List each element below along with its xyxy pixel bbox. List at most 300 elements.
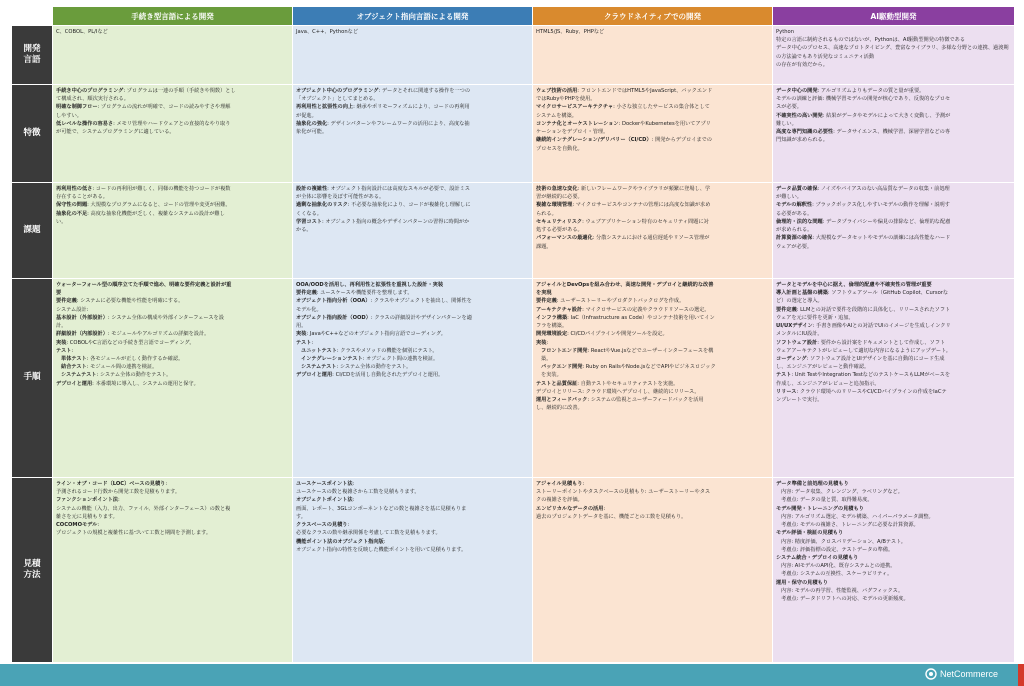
- cell-line: [536, 103, 769, 111]
- cell-line: [56, 210, 289, 218]
- cell-line-text: : 継承やポリモーフィズムにより、コードの再利用: [353, 104, 470, 111]
- cell-language-object-oriented: [293, 26, 532, 84]
- cell-line-bold: システムテスト: [301, 364, 337, 371]
- cell-line-bold: 低レベルな操作の容易さ: [56, 120, 114, 127]
- cell-line-text: : ソフトウェア設計とUIデザインを基に自動的にコード生成: [806, 355, 945, 362]
- cell-line-text: : JavaやC++などのオブジェクト指向言語でコーディング。: [306, 331, 446, 338]
- cell-line-text: Java、C++、Pythonなど: [296, 29, 359, 35]
- cell-line: [776, 330, 1011, 338]
- cell-line-text: : Unit TestやIntegration TestなどのテストケースもLLMがベースを: [791, 372, 951, 379]
- cell-line: [776, 529, 1011, 537]
- cell-line-bold: 要件定義: [296, 290, 317, 297]
- cell-features-object-oriented: [293, 85, 532, 182]
- cell-line-text: : IaC（Infrastructure as Code）やコンテナ技術を用いてイン: [567, 314, 715, 321]
- cell-line: [776, 314, 1011, 322]
- cell-line: [536, 380, 769, 388]
- cell-line: [296, 281, 529, 289]
- cell-line-text: の存在が有効だから。: [776, 61, 828, 68]
- cell-line: [296, 28, 529, 36]
- cell-line: [296, 339, 529, 347]
- cell-line: [536, 322, 769, 330]
- cell-line-text: が求められる。: [776, 227, 813, 234]
- cell-procedure-ai-driven: [773, 279, 1014, 477]
- cell-line: [296, 306, 529, 314]
- cell-line-bold: パフォーマンスの最適化: [536, 235, 593, 242]
- cell-line: [296, 513, 529, 521]
- cell-line-text: : システム全体の動作をテスト。: [336, 364, 412, 371]
- cell-line-text: 処する必要がある。: [536, 227, 583, 234]
- cell-line: [776, 538, 1011, 546]
- row-header-features: 特徴: [12, 85, 52, 182]
- cell-line: [296, 193, 529, 201]
- cell-line-bold: データとモデルを中心に据え、倫理的配慮や不確実性の管理が重要: [776, 282, 932, 288]
- cell-line-text: 特定の言語に制約されるものではないが、Pythonは、AI駆動型開発の特徴である: [776, 37, 966, 44]
- cell-line-text: す。: [296, 513, 306, 520]
- cell-line: [536, 185, 769, 193]
- cell-line: [296, 103, 529, 111]
- cell-line-bold: デプロイと運用: [296, 372, 333, 379]
- cell-line-text: :: [383, 538, 386, 545]
- cell-line: [536, 347, 769, 355]
- cell-line-text: ウェアが必要。: [776, 243, 813, 250]
- cell-line-text: : システム全体の動作をテスト。: [96, 372, 172, 379]
- cell-line-text: 考慮点: データの量と質、取得難易度。: [781, 497, 873, 504]
- cell-line: [536, 128, 769, 136]
- cell-line-text: 象化が可能。: [296, 129, 328, 136]
- cell-line-text: : システムに必要な機能や性能を明確にする。: [76, 298, 184, 305]
- cell-line-text: : COBOLやC言語などの手続き型言語でコーディング。: [66, 339, 195, 346]
- logo-text: NetCommerce: [939, 669, 998, 679]
- cell-line: [536, 281, 769, 289]
- comparison-table: [12, 7, 1010, 657]
- cell-line: [296, 488, 529, 496]
- cell-line-bold: 学習コスト: [296, 218, 322, 225]
- cell-line-bold: 実装: [296, 331, 307, 338]
- cell-line-text: 考慮点: データドリフトへの対応、モデルの更新頻度。: [781, 596, 909, 603]
- cell-line-bold: 明確な制御フロー: [56, 104, 98, 111]
- cell-language-ai-driven: [773, 26, 1014, 84]
- cell-line-bold: リリース: [776, 388, 797, 395]
- cell-line: [776, 363, 1011, 371]
- cell-line: [56, 218, 289, 226]
- cell-line-text: 考慮点: システムの互換性、スケーラビリティ。: [781, 571, 893, 578]
- cell-line: [776, 505, 1011, 513]
- cell-line-bold: クラスベースの見積り: [296, 522, 348, 529]
- cell-line-text: :: [117, 497, 120, 504]
- cell-line-text: 過去のプロジェクトデータを基に、機能ごとの工数を見積もり。: [536, 513, 687, 520]
- cell-line: [776, 562, 1011, 570]
- cell-line-text: : 結果がデータやモデルによって大きく変動し、予測が: [822, 112, 951, 119]
- cell-line: [536, 297, 769, 305]
- cell-line: [536, 226, 769, 234]
- cell-line-bold: ユースケースポイント法: [296, 481, 353, 487]
- cell-line-text: し、継続的に改善。: [536, 405, 583, 412]
- cell-line-text: る必要がある。: [776, 210, 813, 217]
- cell-line: [56, 289, 289, 297]
- cell-line: [56, 306, 289, 314]
- cell-line-bold: 開発環境設定: [536, 331, 568, 338]
- cell-line: [776, 226, 1011, 234]
- cell-line: [536, 210, 769, 218]
- cell-line: [536, 87, 769, 95]
- cell-issues-ai-driven: [773, 183, 1014, 278]
- cell-line: [536, 306, 769, 314]
- cell-line: [776, 347, 1011, 355]
- cell-line: [56, 380, 289, 388]
- cell-line-text: :: [97, 522, 100, 529]
- cell-line-text: Python: [776, 29, 794, 35]
- cell-line: [296, 201, 529, 209]
- cell-line: [56, 529, 289, 537]
- cell-line: [56, 347, 289, 355]
- cell-language-cloud-native: [533, 26, 772, 84]
- cell-line-text: : フロントエンドではHTML5やJavaScript、バックエンド: [577, 88, 713, 94]
- cell-line-text: が促進。: [296, 112, 317, 119]
- cell-line: [296, 128, 529, 136]
- cell-line-text: : ユースケースや機能要件を整理します。: [316, 290, 413, 297]
- column-header-cloud-native: クラウドネイティブでの開発: [533, 7, 772, 25]
- cell-line-text: プロジェクトの規模と複雑性に基づいて工数と期間を予測します。: [56, 530, 212, 537]
- cell-line-bold: ウォーターフォール型の順序立てた手順で進め、明確な要件定義と設計が重: [56, 282, 232, 288]
- cell-line-bold: 抽象化の強化: [296, 120, 328, 127]
- cell-line-text: : LLMとの対話で要件を段階的に具体化し、リリースされたソフト: [796, 306, 951, 313]
- cell-line-bold: アーキテクチャ設計: [536, 306, 583, 313]
- cell-line-bold: ファンクションポイント法: [56, 497, 118, 504]
- cell-line-text: : 分散システムにおける通信遅延やリソース管理が: [592, 235, 710, 242]
- cell-estimation-procedural: [53, 478, 292, 662]
- cell-line-bold: 実装: [56, 339, 67, 346]
- cell-line-text: : プログラムの流れが明確で、コードの読みやすさや理解: [97, 104, 231, 111]
- cell-line: [296, 529, 529, 537]
- cell-estimation-cloud-native: [533, 478, 772, 662]
- cell-line: [776, 380, 1011, 388]
- cell-line-bold: デプロイと運用: [56, 380, 93, 387]
- cell-line: [536, 388, 769, 396]
- cell-line-bold: インテグレーションテスト: [301, 355, 363, 362]
- cell-line: [56, 371, 289, 379]
- cell-line-bold: 要件定義: [776, 306, 797, 313]
- cell-line-bold: ウェブ技術の活用: [536, 88, 578, 94]
- cell-issues-procedural: [53, 183, 292, 278]
- cell-line-bold: ライン・オブ・コード（LOC）ベースの見積り: [56, 481, 166, 487]
- cell-line-bold: フロントエンド開発: [541, 347, 588, 354]
- cell-line-text: : データプライバシーや偏見の排除など、倫理的な配慮: [822, 218, 951, 225]
- cell-language-procedural: [53, 26, 292, 84]
- cell-line-text: : メモリ管理やハードウェアとの直接的なやり取り: [113, 120, 231, 127]
- cell-procedure-object-oriented: [293, 279, 532, 477]
- cell-line: [296, 120, 529, 128]
- cell-line: [56, 185, 289, 193]
- cell-line: [296, 322, 529, 330]
- cell-line: [56, 363, 289, 371]
- cell-line-text: : クラスやメソッドの機能を個別にテスト。: [336, 347, 438, 354]
- cell-line-text: : ユーザーストーリーやプロダクトバックログを作成。: [556, 298, 685, 305]
- cell-line-bold: マイクロサービスアーキテクチャ: [536, 104, 614, 111]
- cell-line: [536, 513, 769, 521]
- row-header-estimation: 見積 方法: [12, 478, 52, 662]
- cell-line: [776, 570, 1011, 578]
- cell-line-text: : 各モジュールが正しく動作するか確認。: [86, 355, 184, 362]
- cell-line-text: スが必要。: [776, 104, 802, 111]
- cell-line-text: ウェアを元に要件を更新・追加。: [776, 314, 854, 321]
- cell-line-bold: を実現: [536, 290, 552, 297]
- cell-line: [56, 521, 289, 529]
- cell-line-text: : データサイエンス、機械学習、深層学習などの専: [833, 129, 951, 136]
- cell-line-bold: コンテナ化とオーケストレーション: [536, 120, 619, 127]
- cell-line-text: ウェアアーキテクトがレビューして適切な内容になるようにアップデート。: [776, 347, 951, 354]
- cell-features-cloud-native: [533, 85, 772, 182]
- cell-line-text: ストーリーポイントやタスクベースの見積もり: ユーザーストーリーやタス: [536, 489, 711, 496]
- cell-issues-cloud-native: [533, 183, 772, 278]
- cell-line-text: : 要件から設計案をドキュメントとして作成し、ソフト: [817, 339, 946, 346]
- cell-line-bold: セキュリティリスク: [536, 218, 583, 225]
- cell-line-bold: 実装: [536, 339, 547, 346]
- cell-line: [536, 505, 769, 513]
- cell-line: [536, 95, 769, 103]
- cell-line-bold: 詳細設計（内部設計）: [56, 331, 108, 338]
- cell-line-text: ではRubyやPHPを使用。: [536, 96, 596, 103]
- cell-line-bold: データ品質の確保: [776, 186, 818, 192]
- cell-line-text: ケーションをデプロイ・管理。: [536, 129, 609, 136]
- cell-line: [776, 595, 1011, 603]
- cell-line-bold: 計算資源の確保: [776, 235, 813, 242]
- cell-line-text: 画面、レポート、3GLコンポーネントなどの数と複雑さを基に見積もりま: [296, 505, 467, 512]
- cell-line-text: : 新しいフレームワークやライブラリが頻繁に登場し、学: [577, 186, 711, 192]
- cell-line-text: 難しい。: [776, 120, 797, 127]
- cell-line-bold: オブジェクト指向設計（OOD）: [296, 314, 371, 321]
- cell-line-bold: バックエンド開発: [541, 364, 583, 371]
- cell-line-bold: 運用・保守の見積もり: [776, 579, 828, 586]
- cell-line-bold: テスト: [296, 339, 312, 346]
- cell-line-bold: 設計の複雑性: [296, 186, 328, 192]
- cell-line-text: 考慮点: 評価指標の設定、テストデータの準備。: [781, 546, 894, 553]
- cell-line-bold: 再利用性の低さ: [56, 186, 93, 192]
- cell-line: [776, 496, 1011, 504]
- cell-line-bold: 保守性の問題: [56, 202, 88, 209]
- cell-line: [776, 136, 1011, 144]
- cell-line: [296, 112, 529, 120]
- cell-line: [776, 128, 1011, 136]
- cell-line: [296, 546, 529, 554]
- cell-line-text: : モジュール間の連携を検証。: [86, 364, 158, 371]
- netcommerce-logo-icon: [925, 668, 937, 680]
- cell-line-text: : クラスの詳細設計やデザインパターンを適: [370, 314, 472, 321]
- cell-line: [776, 289, 1011, 297]
- cell-line: [56, 103, 289, 111]
- cell-line-text: : 大規模なプログラムになると、コードの管理や変更が困難。: [87, 202, 231, 209]
- cell-line-text: 習が継続的に必要。: [536, 194, 583, 201]
- cell-estimation-object-oriented: [293, 478, 532, 662]
- cell-line: [296, 371, 529, 379]
- cell-line-text: :: [603, 505, 606, 512]
- cell-line-text: :: [311, 339, 314, 346]
- cell-line: [56, 128, 289, 136]
- cell-line: [776, 579, 1011, 587]
- cell-line: [296, 505, 529, 513]
- cell-line-bold: 複雑な環境管理: [536, 202, 573, 209]
- cell-line-text: : オブジェクト指向の概念やデザインパターンの習得に時間がか: [321, 218, 470, 225]
- cell-line: [536, 371, 769, 379]
- cell-line: [776, 87, 1011, 95]
- cell-line-text: : クラウド環境へのリリースやCI/CDパイプラインの作成をIaCテ: [796, 388, 947, 395]
- cell-line-text: 必要なクラスの数や継承関係を考慮して工数を見積もります。: [296, 530, 441, 537]
- cell-line: [776, 243, 1011, 251]
- cell-issues-object-oriented: [293, 183, 532, 278]
- cell-line-bold: 要件定義: [536, 298, 557, 305]
- cell-line: [56, 488, 289, 496]
- cell-line: [296, 496, 529, 504]
- cell-line: [56, 281, 289, 289]
- cell-line: [776, 61, 1011, 69]
- cell-line-text: ンプレートで実行。: [776, 397, 823, 404]
- cell-line: [776, 339, 1011, 347]
- cell-line-bold: システム統合・デプロイの見積もり: [776, 554, 859, 561]
- cell-line: [56, 322, 289, 330]
- cell-line: [776, 587, 1011, 595]
- cell-line: [776, 554, 1011, 562]
- cell-line: [536, 496, 769, 504]
- cell-line-text: HTML5/JS、Ruby、PHPなど: [536, 29, 605, 35]
- cell-line: [296, 347, 529, 355]
- cell-line-bold: 運用とフィードバック: [536, 397, 588, 404]
- cell-line-bold: テスト: [776, 372, 792, 379]
- cell-line: [56, 193, 289, 201]
- cell-line: [56, 297, 289, 305]
- cell-line-text: デプロイとリリース: クラウド環境へデプロイし、継続的にリリース。: [536, 388, 700, 395]
- cell-line-text: 作成し、エンジニアがレビューと追加指示。: [776, 380, 880, 387]
- cell-line: [776, 95, 1011, 103]
- cell-line-text: 予測されるコード行数から開発工数を見積もります。: [56, 489, 181, 496]
- cell-line-text: : デザインパターンやフレームワークの活用により、高度な抽: [327, 120, 470, 127]
- cell-procedure-procedural: [53, 279, 292, 477]
- cell-line-bold: 倫理的・法的な問題: [776, 218, 823, 225]
- cell-line-bold: 導入計画と基盤の構築: [776, 290, 828, 297]
- cell-line-text: が全体に影響を及ぼす可能性がある。: [296, 194, 385, 201]
- cell-line: [56, 314, 289, 322]
- cell-line-text: : 自動テストやセキュリティテストを実施。: [577, 380, 679, 387]
- cell-line-text: :: [546, 339, 549, 346]
- cell-line-text: ユースケースの数と複雑さから工数を見積もります。: [296, 489, 420, 496]
- cell-line-text: データ中心のプロセス、高速なプロトタイピング、豊富なライブラリ、多様な分野との連携、過渡期の方法論でもあり活発なコミュニティ活動: [776, 45, 1009, 60]
- cell-line: [536, 120, 769, 128]
- cell-line-bold: オブジェクト指向分析（OOA）: [296, 298, 371, 305]
- cell-line-text: C、COBOL、PL/Iなど: [56, 29, 108, 35]
- cell-line-text: : ソフトウェアツール（GitHub Copilot、Cursorな: [827, 290, 949, 297]
- cell-line: [56, 480, 289, 488]
- cell-line-text: 内容: 精度評価、クロスバリデーション、A/Bテスト。: [781, 538, 906, 545]
- cell-line: [296, 210, 529, 218]
- cell-line-bold: モデル評価・検証の見積もり: [776, 530, 844, 537]
- cell-line-text: 内容: データ収集、クレンジング、ラベリングなど。: [781, 489, 903, 496]
- cell-line-bold: UI/UXデザイン: [776, 323, 813, 330]
- cell-line-bold: 結合テスト: [61, 364, 87, 371]
- cell-line-text: システムを構築。: [536, 112, 577, 119]
- cell-estimation-ai-driven: [773, 478, 1014, 662]
- cell-line-text: モデル化。: [296, 306, 322, 313]
- cell-line-text: 存在することがある。: [56, 194, 108, 201]
- cell-line-bold: オブジェクト中心のプログラミング: [296, 88, 379, 94]
- cell-line-text: : 不必要な抽象化により、コードが複雑化し理解しに: [347, 202, 471, 209]
- column-header-procedural: 手続き型言語による開発: [53, 7, 292, 25]
- cell-line-text: 内容: AIモデルのAPI化、既存システムとの連携。: [781, 563, 896, 570]
- cell-line-bold: アジャイルとDevOpsを組み合わせ、高速な開発・デプロイと継続的な改善: [536, 282, 714, 288]
- cell-line-text: : 開発からデプロイまでの: [651, 137, 712, 144]
- cell-line-text: : オブジェクト指向設計には高度なスキルが必要で、設計ミス: [327, 186, 470, 192]
- cell-line: [536, 363, 769, 371]
- cell-line-bold: 継続的インテグレーション/デリバリー（CI/CD）: [536, 137, 652, 144]
- cell-line-text: クの複雑さを評価。: [536, 497, 583, 504]
- cell-line: [776, 193, 1011, 201]
- cell-line-text: : モジュールやアルゴリズムの詳細を設計。: [107, 331, 210, 338]
- cell-line-text: : マイクロサービスの定義やクラウドリソースの選定。: [582, 306, 710, 313]
- cell-line-text: : コードの再利用が難しく、同様の機能を持つコードが複数: [92, 186, 231, 192]
- cell-line-text: システムの機能（入力、出力、ファイル、外部インターフェース）の数と複: [56, 505, 231, 512]
- cell-line-text: : 大規模なデータセットやモデルの訓練には高性能なハード: [812, 235, 951, 242]
- cell-line: [536, 218, 769, 226]
- cell-line: [296, 330, 529, 338]
- cell-line-text: 「オブジェクト」としてまとめる。: [296, 96, 379, 103]
- cell-line-text: : ReactやVue.jsなどでユーザーインターフェースを構: [587, 347, 714, 354]
- cell-line: [776, 396, 1011, 404]
- cell-line: [296, 521, 529, 529]
- cell-line-bold: 要件定義: [56, 298, 77, 305]
- cell-line: [776, 306, 1011, 314]
- cell-line-text: : ノイズやバイアスのない高品質なデータの収集・前処理: [817, 186, 950, 192]
- cell-line: [296, 363, 529, 371]
- cell-line-text: : 手書き画像やAIとの対話でUIのイメージを生成しインクリ: [812, 323, 951, 330]
- cell-line-text: : ブラックボックス化しやすいモデルの動作を理解・説明す: [812, 202, 950, 209]
- cell-line: [296, 480, 529, 488]
- cell-line: [776, 521, 1011, 529]
- cell-line-bold: アジャイル見積もり: [536, 481, 583, 487]
- cell-line-bold: エンピリカルなデータの活用: [536, 505, 604, 512]
- cell-line: [56, 505, 289, 513]
- cell-line-text: : データとそれに関連する操作を一つの: [378, 88, 471, 94]
- cell-line: [776, 297, 1011, 305]
- cell-line: [776, 103, 1011, 111]
- cell-line: [536, 201, 769, 209]
- cell-line: [56, 87, 289, 95]
- cell-line: [536, 339, 769, 347]
- cell-line: [776, 218, 1011, 226]
- cell-line-text: : CI/CDを活用し自動化されたデプロイと運用。: [332, 372, 444, 379]
- cell-line: [296, 185, 529, 193]
- cell-line-text: : Ruby on RailsやNode.jsなどでAPIやビジネスロジック: [582, 364, 716, 371]
- cell-line: [536, 136, 769, 144]
- table-corner: [12, 7, 52, 25]
- cell-line-text: : CI/CDパイプラインや開発ツールを設定。: [567, 331, 668, 338]
- cell-line: [776, 488, 1011, 496]
- cell-line-text: :: [352, 497, 355, 504]
- cell-line: [56, 95, 289, 103]
- cell-line-bold: 過剰な抽象化のリスク: [296, 202, 348, 209]
- cell-line-text: くくなる。: [296, 210, 322, 217]
- cell-line: [296, 355, 529, 363]
- cell-line-bold: ユニットテスト: [301, 347, 337, 354]
- cell-line: [776, 371, 1011, 379]
- cell-line-text: られる。: [536, 210, 557, 217]
- cell-line: [56, 120, 289, 128]
- cell-line-bold: 基本設計（外部設計）: [56, 314, 108, 321]
- cell-line-text: : オブジェクト間の連携を検証。: [362, 355, 439, 362]
- cell-line-text: プロセスを自動化。: [536, 145, 583, 152]
- cell-line: [296, 538, 529, 546]
- cell-line-text: 雑さを元に見積もります。: [56, 513, 118, 520]
- cell-line-bold: ソフトウェア設計: [776, 339, 818, 346]
- cell-features-procedural: [53, 85, 292, 182]
- cell-line: [776, 120, 1011, 128]
- cell-line-bold: 再利用性と拡張性の向上: [296, 104, 354, 111]
